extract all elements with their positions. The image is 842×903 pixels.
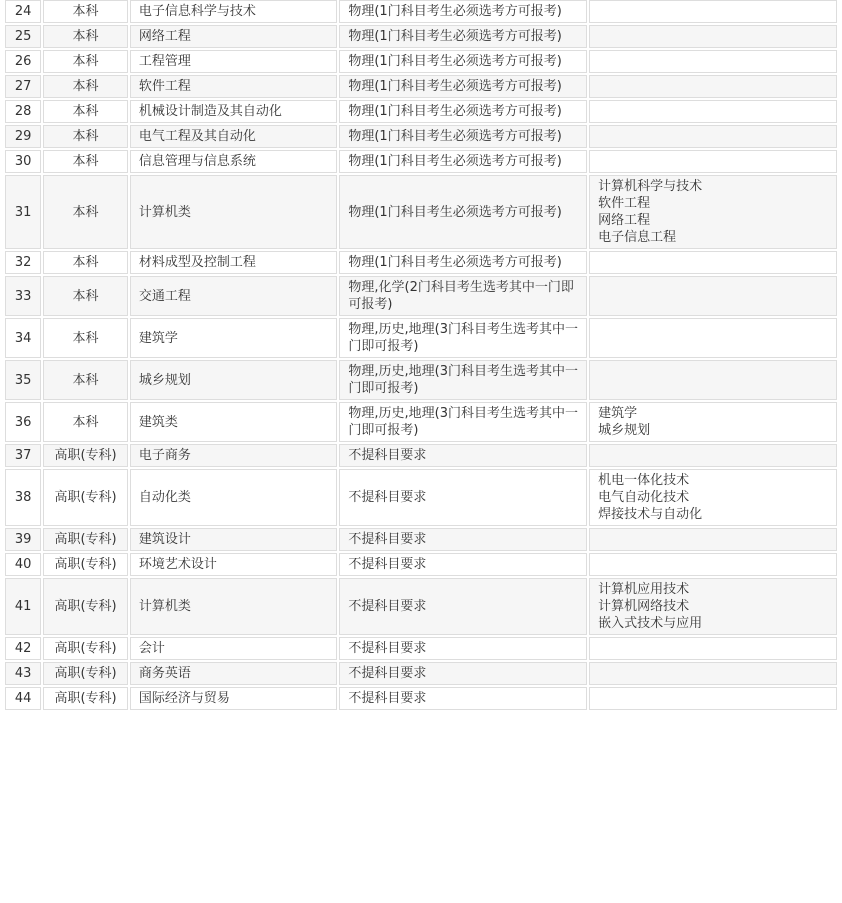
major-cell: 建筑设计 <box>130 528 338 551</box>
major-cell: 信息管理与信息系统 <box>130 150 338 173</box>
included-major: 网络工程 <box>598 213 651 228</box>
requirement-cell: 不提科目要求 <box>339 553 587 576</box>
row-number-cell: 41 <box>5 578 41 635</box>
table-row <box>5 578 837 635</box>
level-cell: 高职(专科) <box>43 662 128 685</box>
level-cell: 本科 <box>43 0 128 23</box>
row-number-cell: 43 <box>5 662 41 685</box>
level-cell: 本科 <box>43 100 128 123</box>
major-cell: 电子信息科学与技术 <box>130 0 338 23</box>
included-major: 软件工程 <box>598 196 651 211</box>
level-cell: 高职(专科) <box>43 553 128 576</box>
included-majors-cell <box>589 528 837 551</box>
requirement-cell: 物理,历史,地理(3门科目考生选考其中一门即可报考) <box>339 318 587 358</box>
included-majors-cell <box>589 578 837 635</box>
row-number-cell: 32 <box>5 251 41 274</box>
row-number-cell: 37 <box>5 444 41 467</box>
row-number-cell: 35 <box>5 360 41 400</box>
table-row <box>5 444 837 467</box>
requirement-cell: 不提科目要求 <box>339 444 587 467</box>
requirement-cell: 物理(1门科目考生必须选考方可报考) <box>339 125 587 148</box>
included-majors-cell <box>589 444 837 467</box>
table-row <box>5 553 837 576</box>
row-number-cell: 27 <box>5 75 41 98</box>
included-major: 计算机网络技术 <box>598 599 690 614</box>
level-cell: 本科 <box>43 360 128 400</box>
table-body <box>5 0 837 710</box>
row-number-cell: 29 <box>5 125 41 148</box>
table-row <box>5 125 837 148</box>
included-majors-cell <box>589 402 837 442</box>
table-row <box>5 469 837 526</box>
major-cell: 计算机类 <box>130 578 338 635</box>
level-cell: 本科 <box>43 50 128 73</box>
table-row <box>5 637 837 660</box>
requirement-cell: 物理(1门科目考生必须选考方可报考) <box>339 150 587 173</box>
requirement-cell: 不提科目要求 <box>339 528 587 551</box>
row-number-cell: 33 <box>5 276 41 316</box>
level-cell: 本科 <box>43 318 128 358</box>
major-cell: 电子商务 <box>130 444 338 467</box>
included-majors-cell <box>589 0 837 23</box>
row-number-cell: 40 <box>5 553 41 576</box>
included-majors-cell <box>589 662 837 685</box>
included-major: 焊接技术与自动化 <box>598 507 703 522</box>
level-cell: 本科 <box>43 150 128 173</box>
table-row <box>5 175 837 249</box>
requirement-cell: 物理(1门科目考生必须选考方可报考) <box>339 50 587 73</box>
row-number-cell: 39 <box>5 528 41 551</box>
major-cell: 材料成型及控制工程 <box>130 251 338 274</box>
row-number-cell: 24 <box>5 0 41 23</box>
major-cell: 会计 <box>130 637 338 660</box>
requirement-cell: 物理(1门科目考生必须选考方可报考) <box>339 0 587 23</box>
included-majors-cell <box>589 150 837 173</box>
table-row <box>5 25 837 48</box>
row-number-cell: 31 <box>5 175 41 249</box>
table-row <box>5 150 837 173</box>
major-cell: 网络工程 <box>130 25 338 48</box>
included-majors-cell <box>589 276 837 316</box>
row-number-cell: 36 <box>5 402 41 442</box>
major-cell: 机械设计制造及其自动化 <box>130 100 338 123</box>
level-cell: 高职(专科) <box>43 687 128 710</box>
included-majors-cell <box>589 360 837 400</box>
row-number-cell: 42 <box>5 637 41 660</box>
included-major: 城乡规划 <box>598 423 651 438</box>
table-row <box>5 251 837 274</box>
row-number-cell: 34 <box>5 318 41 358</box>
table-row <box>5 100 837 123</box>
level-cell: 本科 <box>43 125 128 148</box>
included-major: 机电一体化技术 <box>598 473 690 488</box>
row-number-cell: 38 <box>5 469 41 526</box>
level-cell: 高职(专科) <box>43 528 128 551</box>
requirement-cell: 不提科目要求 <box>339 687 587 710</box>
major-cell: 建筑学 <box>130 318 338 358</box>
included-majors-cell <box>589 687 837 710</box>
major-cell: 城乡规划 <box>130 360 338 400</box>
included-majors-cell <box>589 637 837 660</box>
major-cell: 电气工程及其自动化 <box>130 125 338 148</box>
included-major: 计算机科学与技术 <box>598 179 703 194</box>
level-cell: 高职(专科) <box>43 469 128 526</box>
requirement-cell: 不提科目要求 <box>339 637 587 660</box>
level-cell: 本科 <box>43 251 128 274</box>
major-cell: 工程管理 <box>130 50 338 73</box>
table-row <box>5 276 837 316</box>
row-number-cell: 26 <box>5 50 41 73</box>
included-majors-cell <box>589 100 837 123</box>
included-major: 建筑学 <box>598 406 638 421</box>
included-majors-cell <box>589 251 837 274</box>
requirement-cell: 物理,化学(2门科目考生选考其中一门即可报考) <box>339 276 587 316</box>
level-cell: 本科 <box>43 25 128 48</box>
requirement-cell: 不提科目要求 <box>339 469 587 526</box>
table-row <box>5 662 837 685</box>
included-majors-cell <box>589 175 837 249</box>
table-row <box>5 528 837 551</box>
table-row <box>5 360 837 400</box>
requirement-cell: 物理(1门科目考生必须选考方可报考) <box>339 100 587 123</box>
row-number-cell: 25 <box>5 25 41 48</box>
major-cell: 国际经济与贸易 <box>130 687 338 710</box>
major-cell: 建筑类 <box>130 402 338 442</box>
level-cell: 本科 <box>43 175 128 249</box>
table-row <box>5 0 837 23</box>
requirement-cell: 物理,历史,地理(3门科目考生选考其中一门即可报考) <box>339 402 587 442</box>
table-row <box>5 687 837 710</box>
included-majors-cell <box>589 318 837 358</box>
level-cell: 高职(专科) <box>43 444 128 467</box>
level-cell: 本科 <box>43 276 128 316</box>
included-majors-cell <box>589 125 837 148</box>
included-majors-cell <box>589 25 837 48</box>
included-majors-cell <box>589 469 837 526</box>
requirement-cell: 物理(1门科目考生必须选考方可报考) <box>339 251 587 274</box>
requirement-cell: 不提科目要求 <box>339 662 587 685</box>
major-cell: 计算机类 <box>130 175 338 249</box>
included-major: 电子信息工程 <box>598 230 677 245</box>
table-row <box>5 402 837 442</box>
table-row <box>5 318 837 358</box>
table-row <box>5 50 837 73</box>
requirement-cell: 物理(1门科目考生必须选考方可报考) <box>339 175 587 249</box>
row-number-cell: 44 <box>5 687 41 710</box>
requirement-cell: 物理,历史,地理(3门科目考生选考其中一门即可报考) <box>339 360 587 400</box>
included-majors-cell <box>589 75 837 98</box>
included-majors-cell <box>589 50 837 73</box>
requirement-cell: 物理(1门科目考生必须选考方可报考) <box>339 75 587 98</box>
table-row <box>5 75 837 98</box>
major-cell: 交通工程 <box>130 276 338 316</box>
requirement-cell: 不提科目要求 <box>339 578 587 635</box>
level-cell: 本科 <box>43 402 128 442</box>
included-major: 电气自动化技术 <box>598 490 690 505</box>
included-major: 计算机应用技术 <box>598 582 690 597</box>
requirement-cell: 物理(1门科目考生必须选考方可报考) <box>339 25 587 48</box>
major-cell: 商务英语 <box>130 662 338 685</box>
included-majors-cell <box>589 553 837 576</box>
major-cell: 软件工程 <box>130 75 338 98</box>
included-major: 嵌入式技术与应用 <box>598 616 703 631</box>
major-cell: 环境艺术设计 <box>130 553 338 576</box>
row-number-cell: 30 <box>5 150 41 173</box>
major-cell: 自动化类 <box>130 469 338 526</box>
subject-requirements-table <box>3 0 839 712</box>
level-cell: 高职(专科) <box>43 637 128 660</box>
row-number-cell: 28 <box>5 100 41 123</box>
level-cell: 本科 <box>43 75 128 98</box>
level-cell: 高职(专科) <box>43 578 128 635</box>
